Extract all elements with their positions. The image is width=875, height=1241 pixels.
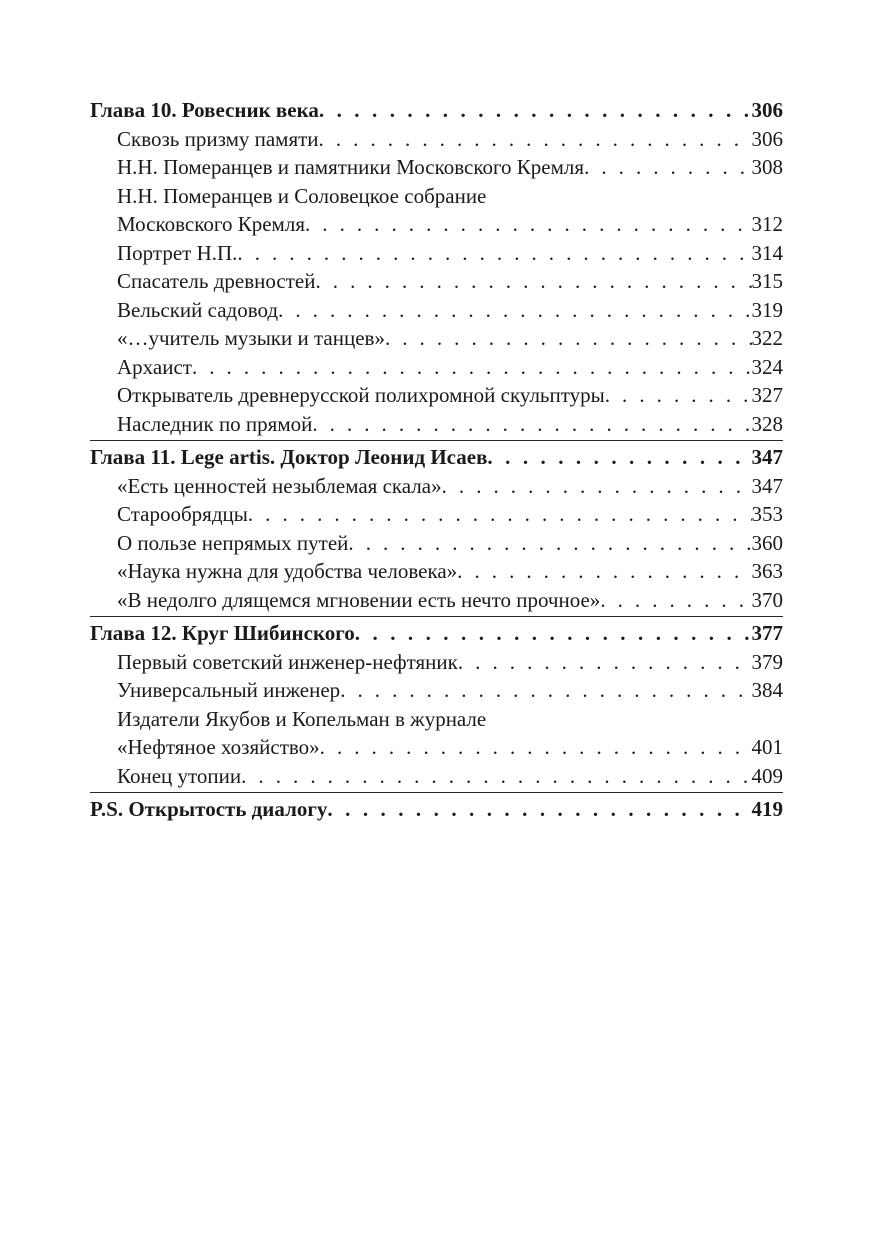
dot-leader: [340, 676, 751, 705]
page-number: 306: [751, 126, 783, 151]
chapter-12-entry[interactable]: [90, 619, 783, 648]
entry-title: «Есть ценностей незыблемая скала»: [117, 473, 442, 498]
entry-title: Вельский садовод: [117, 297, 279, 322]
entry-title: Наследник по прямой: [117, 411, 313, 436]
toc-entry[interactable]: [90, 500, 783, 529]
entry-title: «В недолго длящемся мгновении есть нечто прочное»: [117, 587, 601, 612]
entry-title: О пользе непрямых путей: [117, 530, 349, 555]
page-number: 379: [751, 649, 783, 674]
dot-leader: [237, 239, 751, 268]
entry-title: Универсальный инженер: [117, 678, 341, 702]
page-number: 401: [751, 735, 783, 759]
page-number: 347: [751, 473, 783, 498]
entry-title: «…учитель музыки и танцев»: [117, 326, 385, 350]
dot-leader: [385, 324, 752, 353]
page-number: 322: [751, 326, 783, 350]
entry-title: «Нефтяное хозяйство»: [117, 735, 320, 759]
dot-leader: [442, 472, 752, 501]
page-number: 384: [751, 678, 783, 702]
entry-title-first-line[interactable]: Издатели Якубов и Копельман в журнале: [117, 706, 487, 731]
page-number: 347: [751, 445, 783, 469]
chapter-title: Глава 11. Lege artis. Доктор Леонид Исаев: [90, 445, 488, 469]
toc-entry[interactable]: [90, 410, 783, 439]
page-number: 314: [751, 240, 783, 265]
page-number: 306: [751, 98, 783, 122]
entry-title: Спасатель древностей: [117, 269, 316, 293]
page-number: 377: [751, 621, 783, 645]
section-divider: [90, 616, 783, 617]
page-number: 315: [751, 269, 783, 293]
chapter-title: Глава 10. Ровесник века: [90, 98, 319, 122]
chapter-11-entry[interactable]: [90, 443, 783, 472]
entry-title: Архаист: [117, 354, 192, 379]
dot-leader: [312, 410, 751, 439]
page-number: 328: [751, 411, 783, 436]
toc-entry[interactable]: [90, 648, 783, 677]
toc-entry[interactable]: [90, 296, 783, 325]
dot-leader: [192, 353, 752, 382]
toc-entry[interactable]: [90, 324, 783, 353]
dot-leader: [315, 267, 751, 296]
page-number: 419: [751, 797, 783, 821]
page-number: 327: [751, 383, 783, 407]
table-of-contents: [90, 96, 783, 824]
dot-leader: [320, 733, 752, 762]
dot-leader: [305, 210, 752, 239]
toc-entry[interactable]: [90, 381, 783, 410]
section-divider: [90, 792, 783, 793]
page-number: 312: [751, 212, 783, 236]
entry-title: Старообрядцы: [117, 502, 248, 526]
dot-leader: [457, 557, 751, 586]
page-number: 324: [751, 354, 783, 379]
entry-title: Московского Кремля: [117, 212, 305, 236]
entry-title: «Наука нужна для удобства человека»: [117, 559, 458, 583]
dot-leader: [278, 296, 751, 325]
entry-title: Сквозь призму памяти: [117, 126, 319, 151]
dot-leader: [584, 153, 751, 182]
dot-leader: [319, 96, 752, 125]
dot-leader: [458, 648, 752, 677]
toc-entry[interactable]: [90, 239, 783, 268]
toc-entry[interactable]: [90, 153, 783, 182]
page-number: 308: [751, 155, 783, 179]
toc-entry[interactable]: [90, 529, 783, 558]
dot-leader: [348, 529, 751, 558]
entry-title-first-line[interactable]: Н.Н. Померанцев и Соловецкое собрание: [117, 183, 487, 208]
entry-title: Портрет Н.П.: [117, 240, 238, 265]
dot-leader: [248, 500, 752, 529]
dot-leader: [319, 125, 752, 154]
page-number: 370: [751, 587, 783, 612]
page-number: 319: [751, 297, 783, 322]
section-divider: [90, 440, 783, 441]
toc-entry[interactable]: [90, 762, 783, 791]
toc-entry[interactable]: [90, 267, 783, 296]
entry-title: Первый советский инженер-нефтяник: [117, 649, 458, 674]
page-number: 409: [751, 763, 783, 788]
toc-entry[interactable]: [90, 472, 783, 501]
toc-entry[interactable]: [90, 353, 783, 382]
toc-entry[interactable]: [90, 210, 783, 239]
entry-title: Н.Н. Померанцев и памятники Московского Кремля: [117, 155, 585, 179]
page-number: 353: [751, 502, 783, 526]
toc-entry[interactable]: [90, 733, 783, 762]
page-number: 363: [751, 559, 783, 583]
toc-entry[interactable]: [90, 676, 783, 705]
chapter-title: Глава 12. Круг Шибинского: [90, 621, 355, 645]
toc-entry[interactable]: [90, 586, 783, 615]
entry-title: Открыватель древнерусской полихромной скульптуры: [117, 383, 605, 407]
dot-leader: [241, 762, 751, 791]
page-number: 360: [751, 530, 783, 555]
toc-entry[interactable]: [90, 557, 783, 586]
dot-leader: [327, 795, 751, 824]
toc-entry[interactable]: [90, 125, 783, 154]
entry-title: Конец утопии: [117, 763, 242, 788]
dot-leader: [487, 443, 751, 472]
postscript-entry[interactable]: [90, 795, 783, 824]
chapter-title: P.S. Открытость диалогу: [90, 797, 328, 821]
dot-leader: [600, 586, 751, 615]
dot-leader: [355, 619, 752, 648]
chapter-10-entry[interactable]: [90, 96, 783, 125]
dot-leader: [605, 381, 752, 410]
